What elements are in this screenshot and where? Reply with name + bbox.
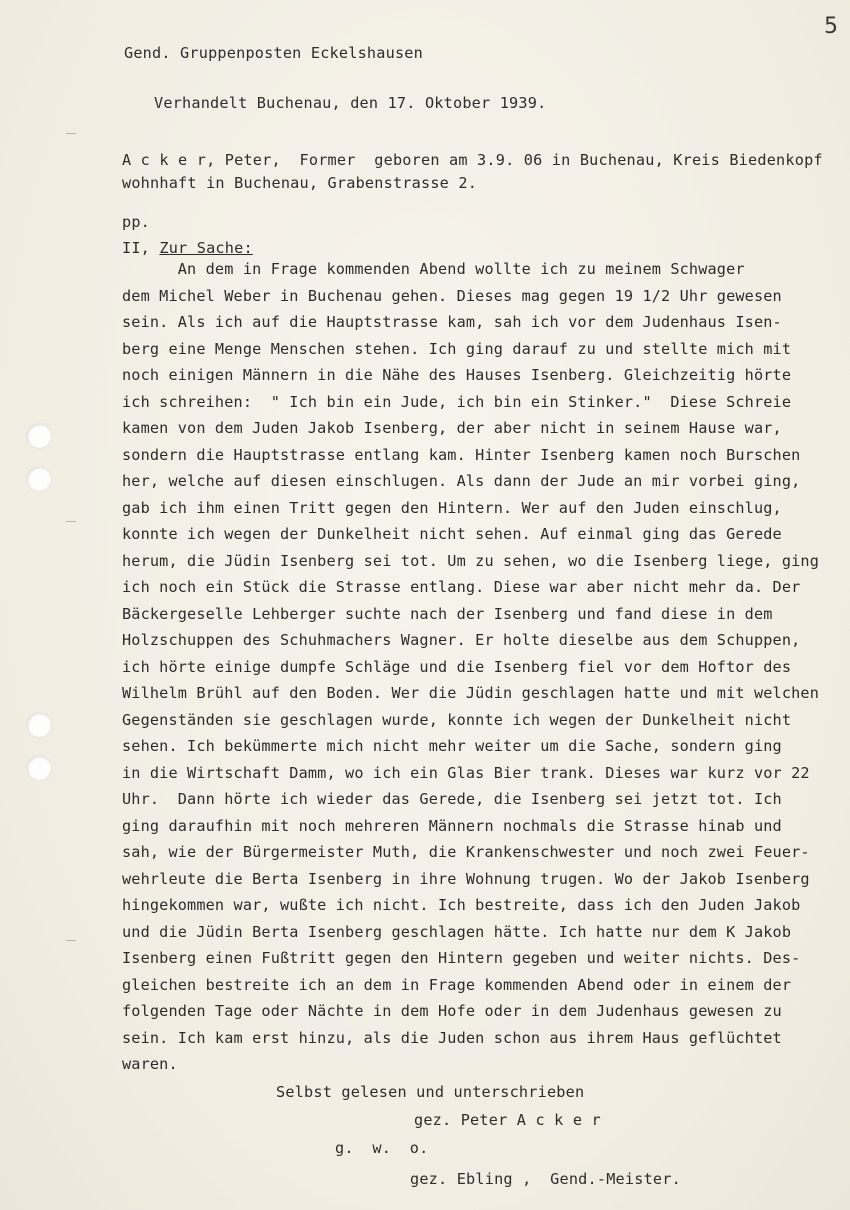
statement-line: gab ich ihm einen Tritt gegen den Hintern. Wer auf den Juden einschlug, (122, 498, 782, 517)
statement-line: noch einigen Männern in die Nähe des Hauses Isenberg. Gleichzeitig hörte (122, 366, 792, 384)
punch-hole (27, 713, 51, 737)
statement-line: sein. Als ich auf die Hauptstrasse kam, sah ich vor dem Judenhaus Isen- (122, 313, 782, 331)
pp-abbreviation: pp. (122, 213, 151, 231)
statement-line: Gegenständen sie geschlagen wurde, konnte ich wegen der Dunkelheit nicht (122, 710, 792, 729)
margin-mark (66, 133, 76, 134)
statement-line: Isenberg einen Fußtritt gegen den Hintern gegeben und weiter nichts. Des- (122, 949, 801, 967)
punch-hole (27, 756, 51, 780)
statement-line: folgenden Tage oder Nächte in dem Hofe oder in dem Judenhaus gewesen zu (122, 1002, 782, 1020)
punch-hole (27, 424, 51, 448)
signature-official: gez. Ebling , Gend.-Meister. (410, 1170, 681, 1188)
statement-line: dem Michel Weber in Buchenau gehen. Dieses mag gegen 19 1/2 Uhr gewesen (122, 286, 782, 305)
statement-line: sah, wie der Bürgermeister Muth, die Krankenschwester und noch zwei Feuer- (122, 843, 810, 861)
statement-line: herum, die Jüdin Isenberg sei tot. Um zu sehen, wo die Isenberg liege, ging (122, 551, 820, 570)
margin-mark (66, 521, 76, 522)
statement-line: sondern die Hauptstrasse entlang kam. Hinter Isenberg kamen noch Burschen (122, 445, 801, 464)
statement-line: und die Jüdin Berta Isenberg geschlagen hätte. Ich hatte nur dem K Jakob (122, 922, 792, 941)
section-title: Zur Sache: (159, 239, 253, 257)
statement-line: her, welche auf diesen einschlugen. Als dann der Jude an mir vorbei ging, (122, 472, 801, 490)
statement-line: An dem in Frage kommenden Abend wollte ich zu meinem Schwager (122, 260, 745, 278)
statement-line: Bäckergeselle Lehberger suchte nach der Isenberg und fand diese in dem (122, 604, 773, 623)
statement-line: gleichen bestreite ich an dem in Frage kommenden Abend oder in einem der (122, 975, 792, 994)
statement-line: kamen von dem Juden Jakob Isenberg, der aber nicht in seinem Hause war, (122, 419, 782, 437)
statement-line: sein. Ich kam erst hinzu, als die Juden schon aus ihrem Haus geflüchtet (122, 1028, 782, 1047)
statement-body (122, 256, 844, 1078)
section-number: II, (122, 239, 151, 257)
section-heading (122, 239, 253, 257)
signature-acker: gez. Peter A c k e r (414, 1111, 601, 1129)
gwo-line: g. w. o. (335, 1139, 429, 1157)
statement-line: ich hörte einige dumpfe Schläge und die Isenberg fiel vor dem Hoftor des (122, 657, 792, 676)
statement-line: wehrleute die Berta Isenberg in ihre Wohnung trugen. Wo der Jakob Isenberg (122, 869, 810, 888)
page-number: 5 (824, 14, 838, 39)
statement-line: sehen. Ich bekümmerte mich nicht mehr weiter um die Sache, sondern ging (122, 737, 782, 755)
person-details-line-2: wohnhaft in Buchenau, Grabenstrasse 2. (122, 174, 478, 192)
statement-line: konnte ich wegen der Dunkelheit nicht sehen. Auf einmal ging das Gerede (122, 525, 782, 543)
statement-line: ich schreihen: " Ich bin ein Jude, ich bin ein Stinker." Diese Schreie (122, 392, 792, 411)
statement-line: Wilhelm Brühl auf den Boden. Wer die Jüdin geschlagen hatte und mit welchen (122, 684, 820, 702)
statement-line: hingekommen war, wußte ich nicht. Ich bestreite, dass ich den Juden Jakob (122, 896, 801, 914)
statement-line: ich noch ein Stück die Strasse entlang. Diese war aber nicht mehr da. Der (122, 578, 801, 596)
statement-line: Uhr. Dann hörte ich wieder das Gerede, die Isenberg sei jetzt tot. Ich (122, 790, 782, 808)
punch-hole (27, 467, 51, 491)
statement-line: in die Wirtschaft Damm, wo ich ein Glas Bier trank. Dieses war kurz vor 22 (122, 763, 810, 782)
statement-line: berg eine Menge Menschen stehen. Ich ging darauf zu und stellte mich mit (122, 339, 792, 358)
statement-line: waren. (122, 1055, 178, 1073)
statement-line: Holzschuppen des Schuhmachers Wagner. Er holte dieselbe aus dem Schuppen, (122, 631, 801, 649)
person-details-line-1: A c k e r, Peter, Former geboren am 3.9. 06 in Buchenau, Kreis Biedenkopf (122, 151, 823, 169)
place-date-line: Verhandelt Buchenau, den 17. Oktober 1939. (154, 94, 547, 112)
margin-mark (66, 940, 76, 941)
read-and-signed-line: Selbst gelesen und unterschrieben (276, 1083, 585, 1101)
police-post-header: Gend. Gruppenposten Eckelshausen (124, 44, 423, 62)
statement-line: ging daraufhin mit noch mehreren Männern nochmals die Strasse hinab und (122, 816, 782, 835)
